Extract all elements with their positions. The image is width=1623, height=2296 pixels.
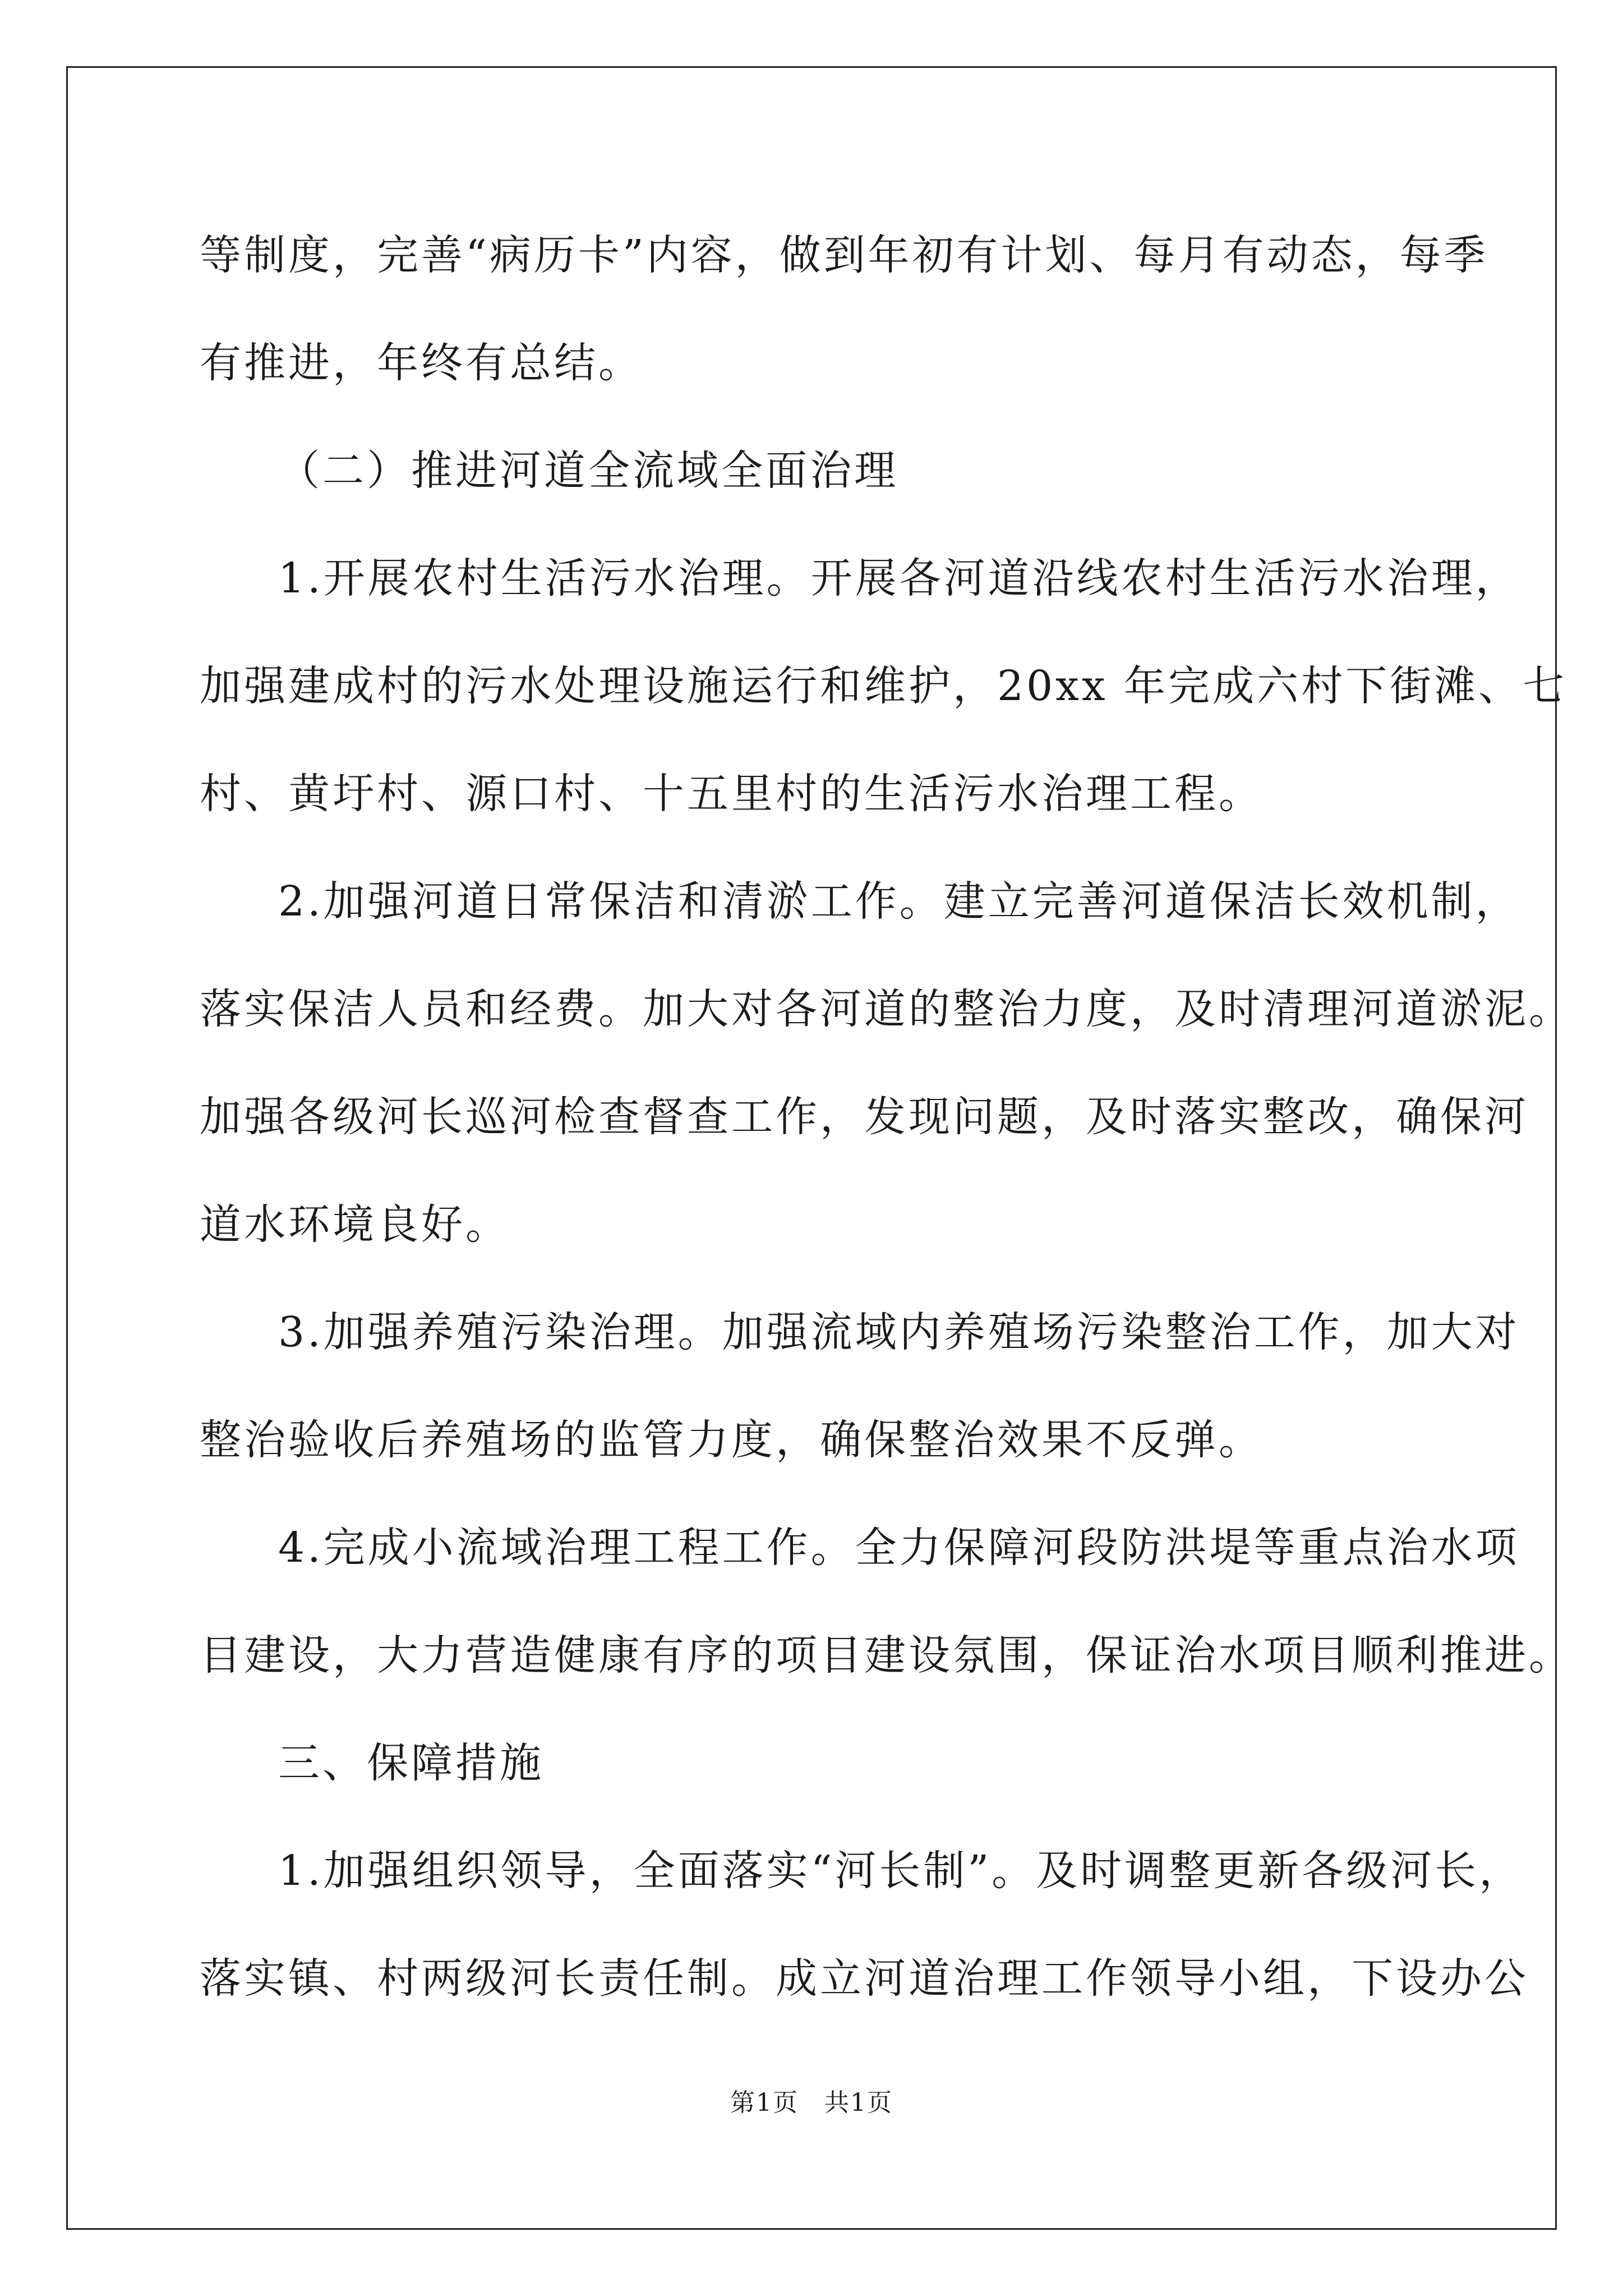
text-line: 落实保洁人员和经费。加大对各河道的整治力度，及时清理河道淤泥。 xyxy=(200,985,1573,1033)
text-line: 有推进，年终有总结。 xyxy=(200,339,643,387)
text-line: 道水环境良好。 xyxy=(200,1200,510,1249)
text-line: 3.加强养殖污染治理。加强流域内养殖场污染整治工作，加大对 xyxy=(278,1308,1520,1356)
page-footer: 第1页 共1页 xyxy=(730,2088,893,2117)
text-line: 整治验收后养殖场的监管力度，确保整治效果不反弹。 xyxy=(200,1416,1263,1464)
text-line: 4.完成小流域治理工程工作。全力保障河段防洪堤等重点治水项 xyxy=(278,1524,1520,1572)
text-line: 2.加强河道日常保洁和清淤工作。建立完善河道保洁长效机制， xyxy=(278,877,1520,926)
text-line: 加强各级河长巡河检查督查工作，发现问题，及时落实整改，确保河 xyxy=(200,1093,1529,1141)
text-line: 等制度，完善“病历卡”内容，做到年初有计划、每月有动态，每季 xyxy=(200,231,1488,279)
text-line: 目建设，大力营造健康有序的项目建设氛围，保证治水项目顺利推进。 xyxy=(200,1631,1573,1680)
text-line: 1.开展农村生活污水治理。开展各河道沿线农村生活污水治理， xyxy=(278,554,1520,602)
document-body xyxy=(200,213,1573,2044)
section-heading: （二）推进河道全流域全面治理 xyxy=(278,447,898,495)
text-line: 1.加强组织领导，全面落实“河长制”。及时调整更新各级河长， xyxy=(278,1847,1524,1895)
section-heading: 三、保障措施 xyxy=(278,1739,544,1787)
text-line: 加强建成村的污水处理设施运行和维护，20xx 年完成六村下街滩、七 xyxy=(200,662,1567,710)
text-line: 村、黄圩村、源口村、十五里村的生活污水治理工程。 xyxy=(200,770,1263,818)
text-line: 落实镇、村两级河长责任制。成立河道治理工作领导小组，下设办公 xyxy=(200,1954,1529,2003)
